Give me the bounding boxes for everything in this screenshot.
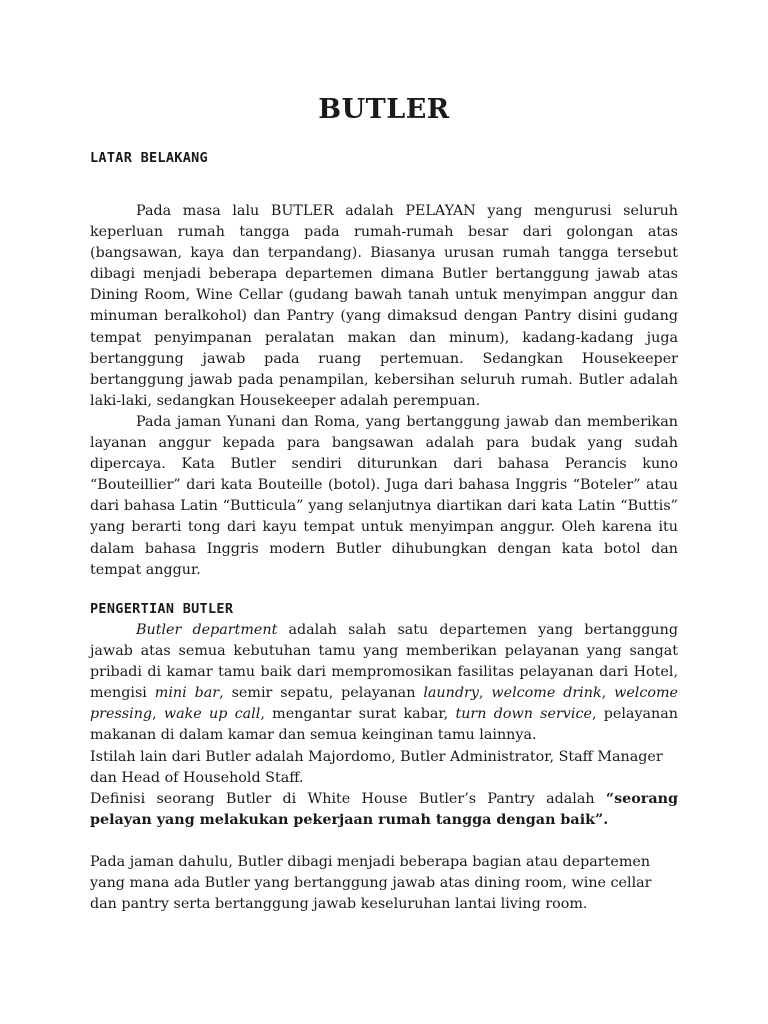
- section-pengertian-body: [90, 620, 678, 915]
- paragraph: Definisi seorang Butler di White House Butler’s Pantry adalah “seorang pelayan yang melakukan pekerjaan rumah tangga dengan baik”.: [90, 790, 678, 828]
- paragraph: Istilah lain dari Butler adalah Majordomo, Butler Administrator, Staff Manager dan Head of Household Staff.: [90, 748, 663, 786]
- document-title: BUTLER: [318, 94, 450, 125]
- paragraph: Pada jaman dahulu, Butler dibagi menjadi beberapa bagian atau departemen yang mana ada Butler yang bertanggung jawab atas dining room, wine cellar dan pantry serta bertanggung jawab keseluruhan lantai living room.: [90, 853, 652, 913]
- section-heading-pengertian-butler: PENGERTIAN BUTLER: [90, 601, 234, 617]
- blank-line: [90, 831, 678, 852]
- paragraph: Pada jaman Yunani dan Roma, yang bertanggung jawab dan memberikan layanan anggur kepada para bangsawan adalah para budak yang sudah dipercaya. Kata Butler sendiri diturunkan dari bahasa Perancis kuno “Bouteillier” dari kata Bouteille (botol). Juga dari bahasa Inggris “Boteler” atau dari bahasa Latin “Butticula” yang selanjutnya diartikan dari kata Latin “Buttis” yang berarti tong dari kayu tempat untuk menyimpan anggur. Oleh karena itu dalam bahasa Inggris modern Butler dihubungkan dengan kata botol dan tempat anggur.: [90, 413, 678, 578]
- section-latar-belakang-body: [90, 201, 678, 581]
- section-heading-latar-belakang: LATAR BELAKANG: [90, 150, 208, 166]
- paragraph: Butler department adalah salah satu departemen yang bertanggung jawab atas semua kebutuhan tamu yang memberikan pelayanan yang sangat pribadi di kamar tamu baik dari mempromosikan fasilitas pelayanan dari Hotel, mengisi mini bar, semir sepatu, pelayanan laundry, welcome drink, welcome pressing, wake up call, mengantar surat kabar, turn down service, pelayanan makanan di dalam kamar dan semua keinginan tamu lainnya.: [90, 622, 679, 744]
- paragraph: Pada masa lalu BUTLER adalah PELAYAN yang mengurusi seluruh keperluan rumah tangga pada rumah-rumah besar dari golongan atas (bangsawan, kaya dan terpandang). Biasanya urusan rumah tangga tersebut dibagi menjadi beberapa departemen dimana Butler bertanggung jawab atas Dining Room, Wine Cellar (gudang bawah tanah untuk menyimpan anggur dan minuman beralkohol) dan Pantry (yang dimaksud dengan Pantry disini gudang tempat penyimpanan peralatan makan dan minum), kadang-kadang juga bertanggung jawab pada ruang pertemuan. Sedangkan Housekeeper bertanggung jawab pada penampilan, kebersihan seluruh rumah. Butler adalah laki-laki, sedangkan Housekeeper adalah perempuan.: [90, 203, 678, 409]
